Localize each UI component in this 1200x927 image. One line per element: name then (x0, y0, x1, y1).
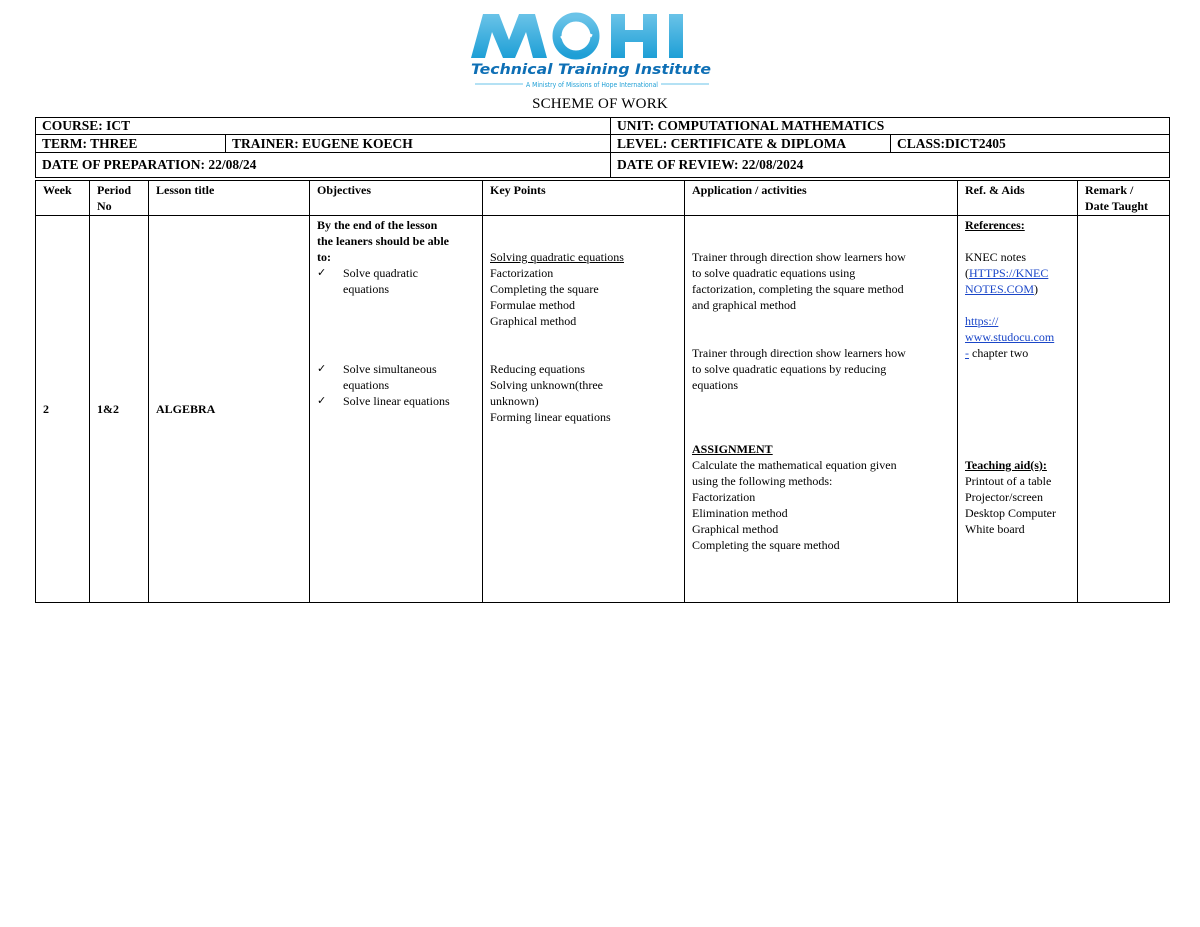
objectives-cell (310, 216, 483, 603)
logo-letter-i (669, 14, 683, 58)
teaching-aid: Printout of a table (965, 474, 1052, 488)
course-cell: COURSE: ICT (36, 118, 611, 135)
references-cell: References: KNEC notes (HTTPS://KNEC NOTES.COM) https:// www.studocu.com - chapter two Teaching aid(s): Printout of a table Projector/screen Desktop Computer White board (958, 216, 1078, 603)
knec-link-cont[interactable]: NOTES.COM (965, 282, 1035, 296)
period-cell: 1&2 (90, 216, 149, 603)
term-cell: TERM: THREE (36, 135, 226, 153)
date-review-cell: DATE OF REVIEW: 22/08/2024 (611, 153, 1170, 178)
date-preparation-cell: DATE OF PREPARATION: 22/08/24 (36, 153, 611, 178)
header-table (35, 117, 1170, 178)
table-row (36, 216, 1170, 603)
class-cell: CLASS:DICT2405 (891, 135, 1170, 153)
unit-cell: UNIT: COMPUTATIONAL MATHEMATICS (611, 118, 1170, 135)
document-title: SCHEME OF WORK (532, 96, 668, 112)
activity-paragraph: Trainer through direction show learners how to solve quadratic equations using factorization, completing the square method and graphical method (692, 250, 906, 312)
application-cell (685, 216, 958, 603)
col-key-points: Key Points (483, 181, 685, 216)
trainer-cell: TRAINER: EUGENE KOECH (226, 135, 611, 153)
teaching-aid: Projector/screen (965, 490, 1043, 504)
teaching-aid: White board (965, 522, 1025, 536)
key-point: unknown) (490, 394, 539, 408)
key-point: Solving unknown(three (490, 378, 603, 392)
column-header-row (36, 181, 1170, 216)
teaching-aids-heading: Teaching aid(s): (965, 458, 1047, 472)
knec-link[interactable]: HTTPS://KNEC (969, 266, 1049, 280)
col-application: Application / activities (685, 181, 958, 216)
col-objectives: Objectives (310, 181, 483, 216)
checkmark-icon: ✓ (317, 266, 327, 279)
assignment-heading: ASSIGNMENT (692, 442, 773, 456)
col-week: Week (36, 181, 90, 216)
reference-text: KNEC notes (965, 250, 1026, 264)
key-point: Reducing equations (490, 362, 585, 376)
col-lesson-title: Lesson title (149, 181, 310, 216)
studocu-link-cont[interactable]: www.studocu.com (965, 330, 1055, 344)
col-ref-aids: Ref. & Aids (958, 181, 1078, 216)
level-cell: LEVEL: CERTIFICATE & DIPLOMA (611, 135, 891, 153)
logo-subtitle: Technical Training Institute (471, 62, 711, 78)
checkmark-icon: ✓ (317, 394, 327, 407)
activity-paragraph: Trainer through direction show learners how to solve quadratic equations by reducing equations (692, 346, 906, 392)
remark-cell (1078, 216, 1170, 603)
week-cell: 2 (36, 216, 90, 603)
checkmark-icon: ✓ (317, 362, 327, 375)
reference-chapter: chapter two (969, 346, 1029, 360)
key-point: Forming linear equations (490, 410, 611, 424)
objective-item: ✓ Solve linear equations (317, 394, 450, 408)
references-heading: References: (965, 218, 1025, 232)
logo-letter-m (471, 14, 547, 58)
objectives-intro: By the end of the lesson the leaners should be able to: (317, 218, 450, 264)
studocu-link-end[interactable]: - (965, 346, 969, 360)
assignment-text: Calculate the mathematical equation given using the following methods: Factorization Elimination method Graphical method Completing the square method (692, 458, 897, 552)
key-point: Graphical method (490, 314, 577, 328)
col-remark: Remark / Date Taught (1078, 181, 1170, 216)
logo-letter-h (611, 14, 657, 58)
lesson-title-cell: ALGEBRA (149, 216, 310, 603)
col-period: Period No (90, 181, 149, 216)
teaching-aid: Desktop Computer (965, 506, 1056, 520)
key-points-heading: Solving quadratic equations (490, 250, 624, 264)
objective-item: ✓ Solve simultaneous equations (317, 362, 437, 392)
logo-tagline: A Ministry of Missions of Hope International (526, 81, 659, 89)
scheme-table (35, 180, 1170, 603)
key-point: Completing the square (490, 282, 599, 296)
objective-item: ✓ Solve quadratic equations (317, 266, 418, 296)
mohi-logo (465, 6, 720, 92)
key-points-cell (483, 216, 685, 603)
studocu-link[interactable]: https:// (965, 314, 999, 328)
key-point: Factorization (490, 266, 554, 280)
key-point: Formulae method (490, 298, 575, 312)
